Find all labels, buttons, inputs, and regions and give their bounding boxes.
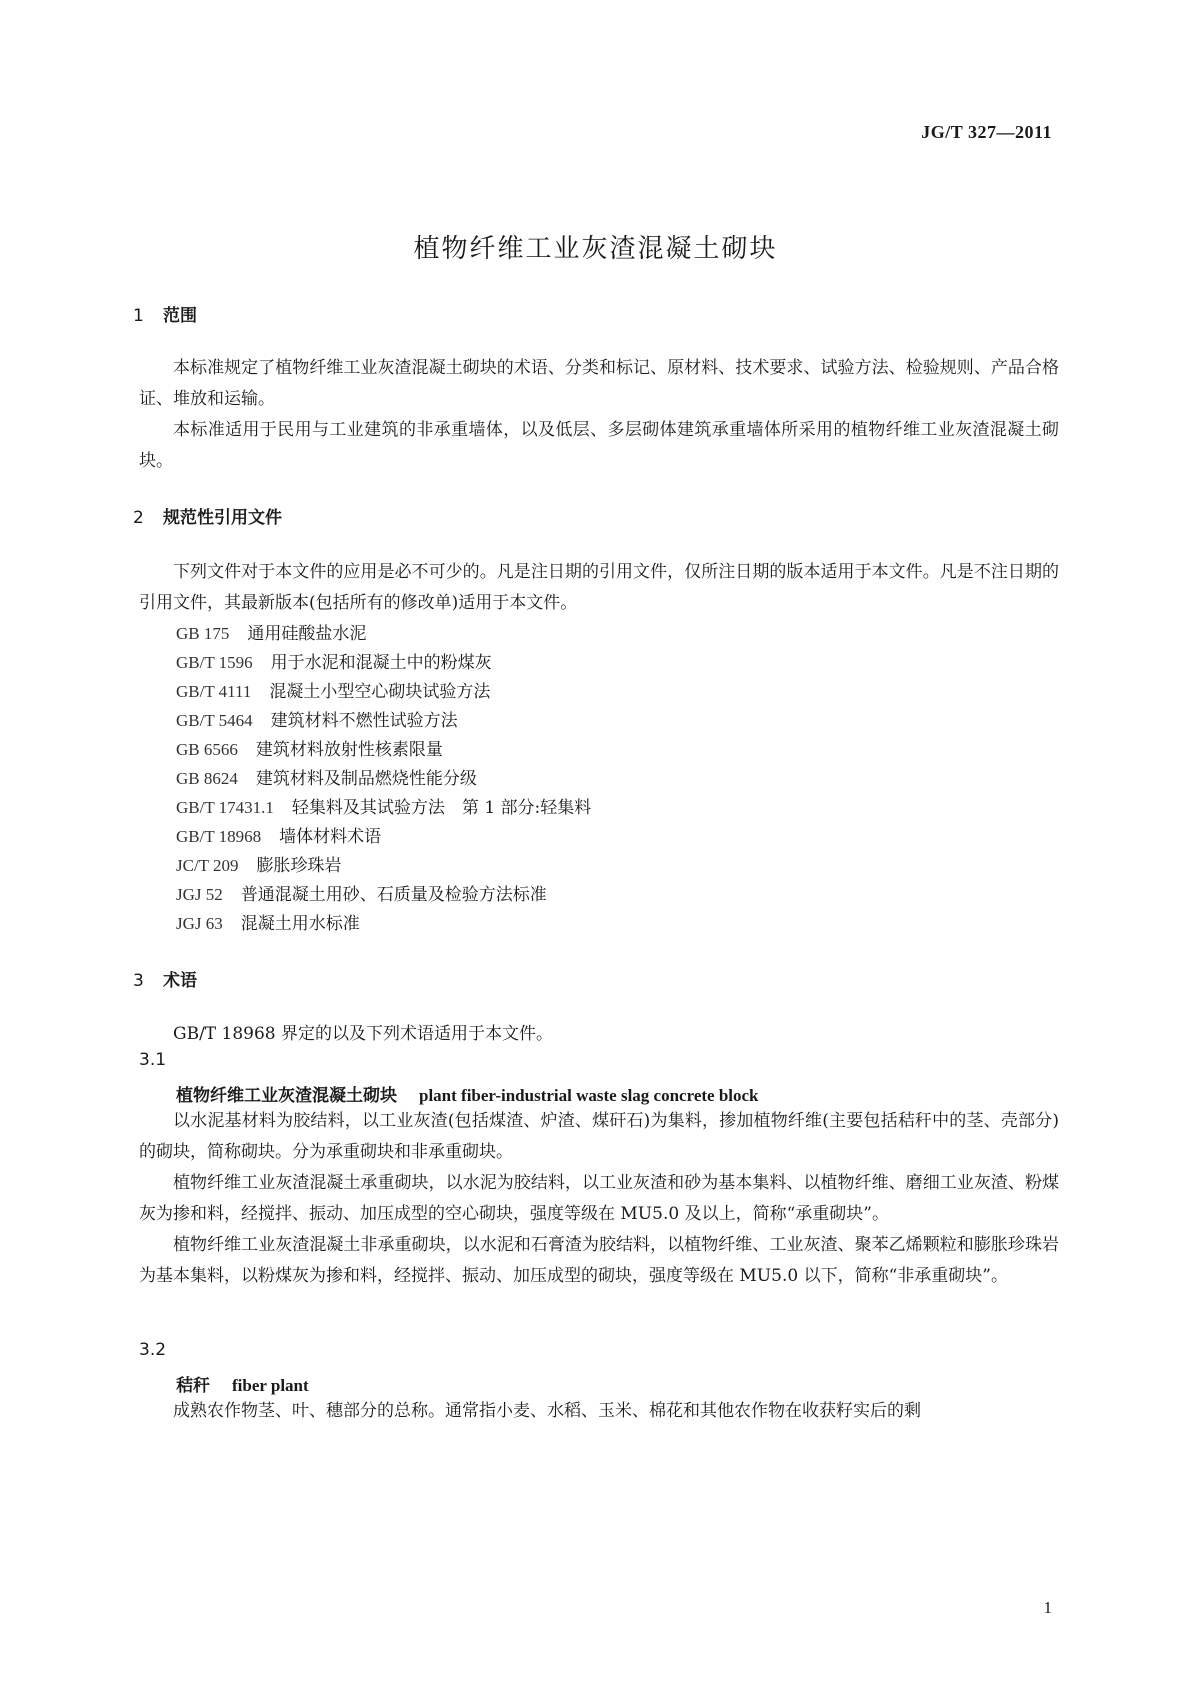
section-3-heading <box>133 966 197 991</box>
reference-code: GB/T 17431.1 <box>176 798 274 817</box>
reference-code: JGJ 63 <box>176 914 223 933</box>
reference-title: 轻集料及其试验方法 第 1 部分:轻集料 <box>291 798 592 818</box>
reference-title: 通用硅酸盐水泥 <box>247 624 367 644</box>
reference-title: 膨胀珍珠岩 <box>256 856 342 876</box>
reference-item <box>176 648 492 673</box>
term-title-en: plant fiber-industrial waste slag concrete block <box>419 1086 759 1105</box>
section-number: 2 <box>133 508 144 528</box>
reference-title: 建筑材料放射性核素限量 <box>255 740 443 760</box>
reference-code: JC/T 209 <box>176 856 239 875</box>
reference-item <box>176 735 443 760</box>
term-number: 3.1 <box>139 1050 167 1070</box>
section-1-heading <box>133 301 197 326</box>
term-number: 3.2 <box>139 1340 167 1360</box>
reference-title: 建筑材料不燃性试验方法 <box>270 711 458 731</box>
reference-item <box>176 677 490 702</box>
term-title <box>176 1081 759 1106</box>
reference-code: GB 8624 <box>176 769 238 788</box>
reference-item <box>176 880 547 905</box>
reference-item <box>176 909 360 934</box>
section-title: 术语 <box>163 971 197 991</box>
term-title-en: fiber plant <box>232 1376 309 1395</box>
reference-item <box>176 619 366 644</box>
section-3-intro <box>139 1019 1059 1050</box>
section-title: 规范性引用文件 <box>163 508 282 528</box>
paragraph: 成熟农作物茎、叶、穗部分的总称。通常指小麦、水稻、玉米、棉花和其他农作物在收获籽实后的剩 <box>173 1401 921 1421</box>
term-definition <box>139 1396 1059 1427</box>
reference-code: GB 175 <box>176 624 230 643</box>
paragraph: 植物纤维工业灰渣混凝土非承重砌块，以水泥和石膏渣为胶结料，以植物纤维、工业灰渣、聚苯乙烯颗粒和膨胀珍珠岩为基本集料，以粉煤灰为掺和料，经搅拌、振动、加压成型的砌块，强度等级在 MU5.0 以下，简称“非承重砌块”。 <box>139 1235 1059 1286</box>
paragraph: 植物纤维工业灰渣混凝土承重砌块，以水泥为胶结料，以工业灰渣和砂为基本集料、以植物纤维、磨细工业灰渣、粉煤灰为掺和料，经搅拌、振动、加压成型的空心砌块，强度等级在 MU5.0 及以上，简称“承重砌块”。 <box>139 1173 1059 1224</box>
section-2-intro <box>139 557 1059 619</box>
reference-title: 混凝土用水标准 <box>240 914 360 934</box>
section-number: 1 <box>133 306 144 326</box>
reference-code: GB/T 5464 <box>176 711 253 730</box>
paragraph: 以水泥基材料为胶结料，以工业灰渣(包括煤渣、炉渣、煤矸石)为集料，掺加植物纤维(主要包括秸秆中的茎、壳部分)的砌块，简称砌块。分为承重砌块和非承重砌块。 <box>139 1111 1059 1162</box>
reference-item <box>176 793 591 818</box>
term-title-zh: 植物纤维工业灰渣混凝土砌块 <box>176 1086 397 1106</box>
reference-title: 建筑材料及制品燃烧性能分级 <box>255 769 477 789</box>
paragraph: GB/T 18968 界定的以及下列术语适用于本文件。 <box>173 1024 554 1044</box>
reference-title: 混凝土小型空心砌块试验方法 <box>269 682 491 702</box>
paragraph: 本标准适用于民用与工业建筑的非承重墙体，以及低层、多层砌体建筑承重墙体所采用的植物纤维工业灰渣混凝土砌块。 <box>139 420 1059 471</box>
reference-item <box>176 822 381 847</box>
section-title: 范围 <box>163 306 197 326</box>
term-definition <box>139 1106 1059 1292</box>
paragraph: 下列文件对于本文件的应用是必不可少的。凡是注日期的引用文件，仅所注日期的版本适用于本文件。凡是不注日期的引用文件，其最新版本(包括所有的修改单)适用于本文件。 <box>139 562 1059 613</box>
page-number: 1 <box>1043 1598 1052 1617</box>
document-title: 植物纤维工业灰渣混凝土砌块 <box>413 234 778 264</box>
section-2-heading <box>133 503 282 528</box>
reference-item <box>176 764 477 789</box>
reference-code: GB/T 18968 <box>176 827 262 846</box>
section-1-body <box>139 353 1059 477</box>
reference-code: JGJ 52 <box>176 885 223 904</box>
reference-title: 用于水泥和混凝土中的粉煤灰 <box>270 653 492 673</box>
reference-title: 墙体材料术语 <box>279 827 382 847</box>
reference-code: GB 6566 <box>176 740 238 759</box>
reference-item <box>176 851 342 876</box>
reference-title: 普通混凝土用砂、石质量及检验方法标准 <box>240 885 547 905</box>
reference-code: GB/T 4111 <box>176 682 252 701</box>
standard-code: JG/T 327—2011 <box>921 122 1052 142</box>
reference-item <box>176 706 458 731</box>
term-title-zh: 秸秆 <box>176 1376 210 1396</box>
term-title <box>176 1371 309 1396</box>
paragraph: 本标准规定了植物纤维工业灰渣混凝土砌块的术语、分类和标记、原材料、技术要求、试验方法、检验规则、产品合格证、堆放和运输。 <box>139 358 1059 409</box>
reference-code: GB/T 1596 <box>176 653 253 672</box>
section-number: 3 <box>133 971 144 991</box>
